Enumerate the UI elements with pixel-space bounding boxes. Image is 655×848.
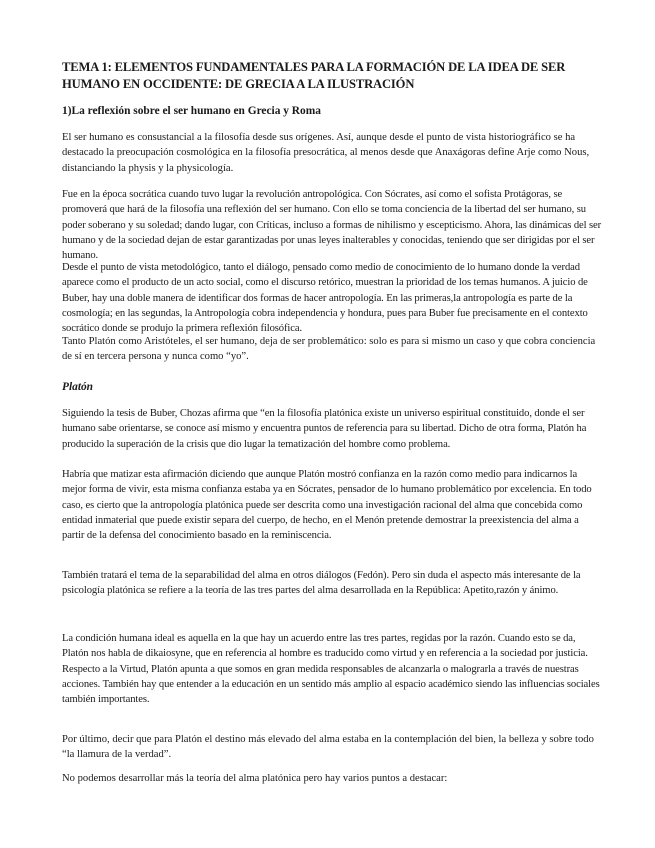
subsection-heading-platon: Platón — [62, 381, 94, 393]
paragraph-buber-chozas: Siguiendo la tesis de Buber, Chozas afirma que “en la filosofía platónica existe un universo espiritual constituido, donde el ser humano sabe orientarse, se conoce así mismo y encuentra puntos de referencia para su libertad. Dicho de otra forma, Platón ha producido la superación de la crisis que dio lugar la tematización del hombre como problema. — [62, 408, 587, 450]
paragraph-human-condition: La condición humana ideal es aquella en la que hay un acuerdo entre las tres partes, regidas por la razón. Cuando esto se da, Platón nos habla de dikaiosyne, que en referencia al hombre es traducido como virtud y en referencia a la sociedad por justicia. Respecto a la Virtud, Platón apunta a que somos en gran medida responsables de alcanzarla o malograrla a través de nuestras acciones. También hay que entender a la educación en un sentido más amplio al espacio académico siendo las influencias sociales también importantes. — [62, 633, 600, 706]
paragraph-soul-parts: También tratará el tema de la separabilidad del alma en otros diálogos (Fedón). Pero sin duda el aspecto más interesante de la psicología platónica se refiere a la teoría de las tres partes del alma desarrollada en la República: Apetito,razón y ánimo. — [62, 570, 581, 597]
paragraph-points-to-highlight: No podemos desarrollar más la teoría del alma platónica pero hay varios puntos a destacar: — [62, 773, 448, 784]
paragraph-socratic-revolution: Fue en la época socrática cuando tuvo lugar la revolución antropológica. Con Sócrates, así como el sofista Protágoras, se promoverá que hará de la filosofía una reflexión del ser humano. Con ello se toma conciencia de la libertad del ser humano, su poder soberano y su soledad; dando lugar, con Críticas, incluso a formas de nihilismo y escepticismo. Ahora, las dinámicas del ser humano y de la sociedad dejan de estar garantizadas por unas leyes inalterables y conocidas, teniendo que ser dirigidas por el ser humano. — [62, 189, 602, 262]
section-heading: 1)La reflexión sobre el ser humano en Grecia y Roma — [62, 105, 321, 117]
paragraph-methodology: Desde el punto de vista metodológico, tanto el diálogo, pensado como medio de conocimiento de lo humano donde la verdad aparece como el producto de un acto social, como el discurso retórico, muestran la prioridad de los temas humanos. A juicio de Buber, hay una doble manera de identificar dos formas de hacer antropología. En las primeras,la antropología es parte de la cosmología; en las segundas, la Antropología cobra independencia y hondura, pues para Buber fue precisamente en el contexto socrático donde se produjo la primera reflexión filosófica. — [62, 262, 588, 335]
paragraph-destiny-soul: Por último, decir que para Platón el destino más elevado del alma estaba en la contemplación del bien, la belleza y sobre todo “la llamura de la verdad”. — [62, 734, 594, 761]
document-title: TEMA 1: ELEMENTOS FUNDAMENTALES PARA LA FORMACIÓN DE LA IDEA DE SER HUMANO EN OCCIDENTE: DE GRECIA A LA ILUSTRACIÓN — [62, 60, 566, 91]
paragraph-origins: El ser humano es consustancial a la filosofía desde sus orígenes. Así, aunque desde el punto de vista historiográfico se ha destacado la preocupación cosmológica en la filosofía presocrática, al menos desde que Anaxágoras define Arje como Nous, distanciando la physis y la physicología. — [62, 132, 590, 174]
paragraph-reason-soul: Habría que matizar esta afirmación diciendo que aunque Platón mostró confianza en la razón como medio para indicarnos la mejor forma de vivir, esta misma confianza estaba ya en Sócrates, pensador de lo humano problemático por excelencia. En todo caso, es cierto que la antropología platónica puede ser descrita como una investigación racional del alma que concebida como entidad inmaterial que puede existir separa del cuerpo, de hecho, en el Menón pretende demostrar la preexistencia del alma a partir de la defensa del conocimiento basado en la reminiscencia. — [62, 469, 592, 542]
paragraph-plato-aristotle: Tanto Platón como Aristóteles, el ser humano, deja de ser problemático: solo es para si mismo un caso y que cobra conciencia de sí en tercera persona y nunca como “yo”. — [62, 336, 596, 363]
